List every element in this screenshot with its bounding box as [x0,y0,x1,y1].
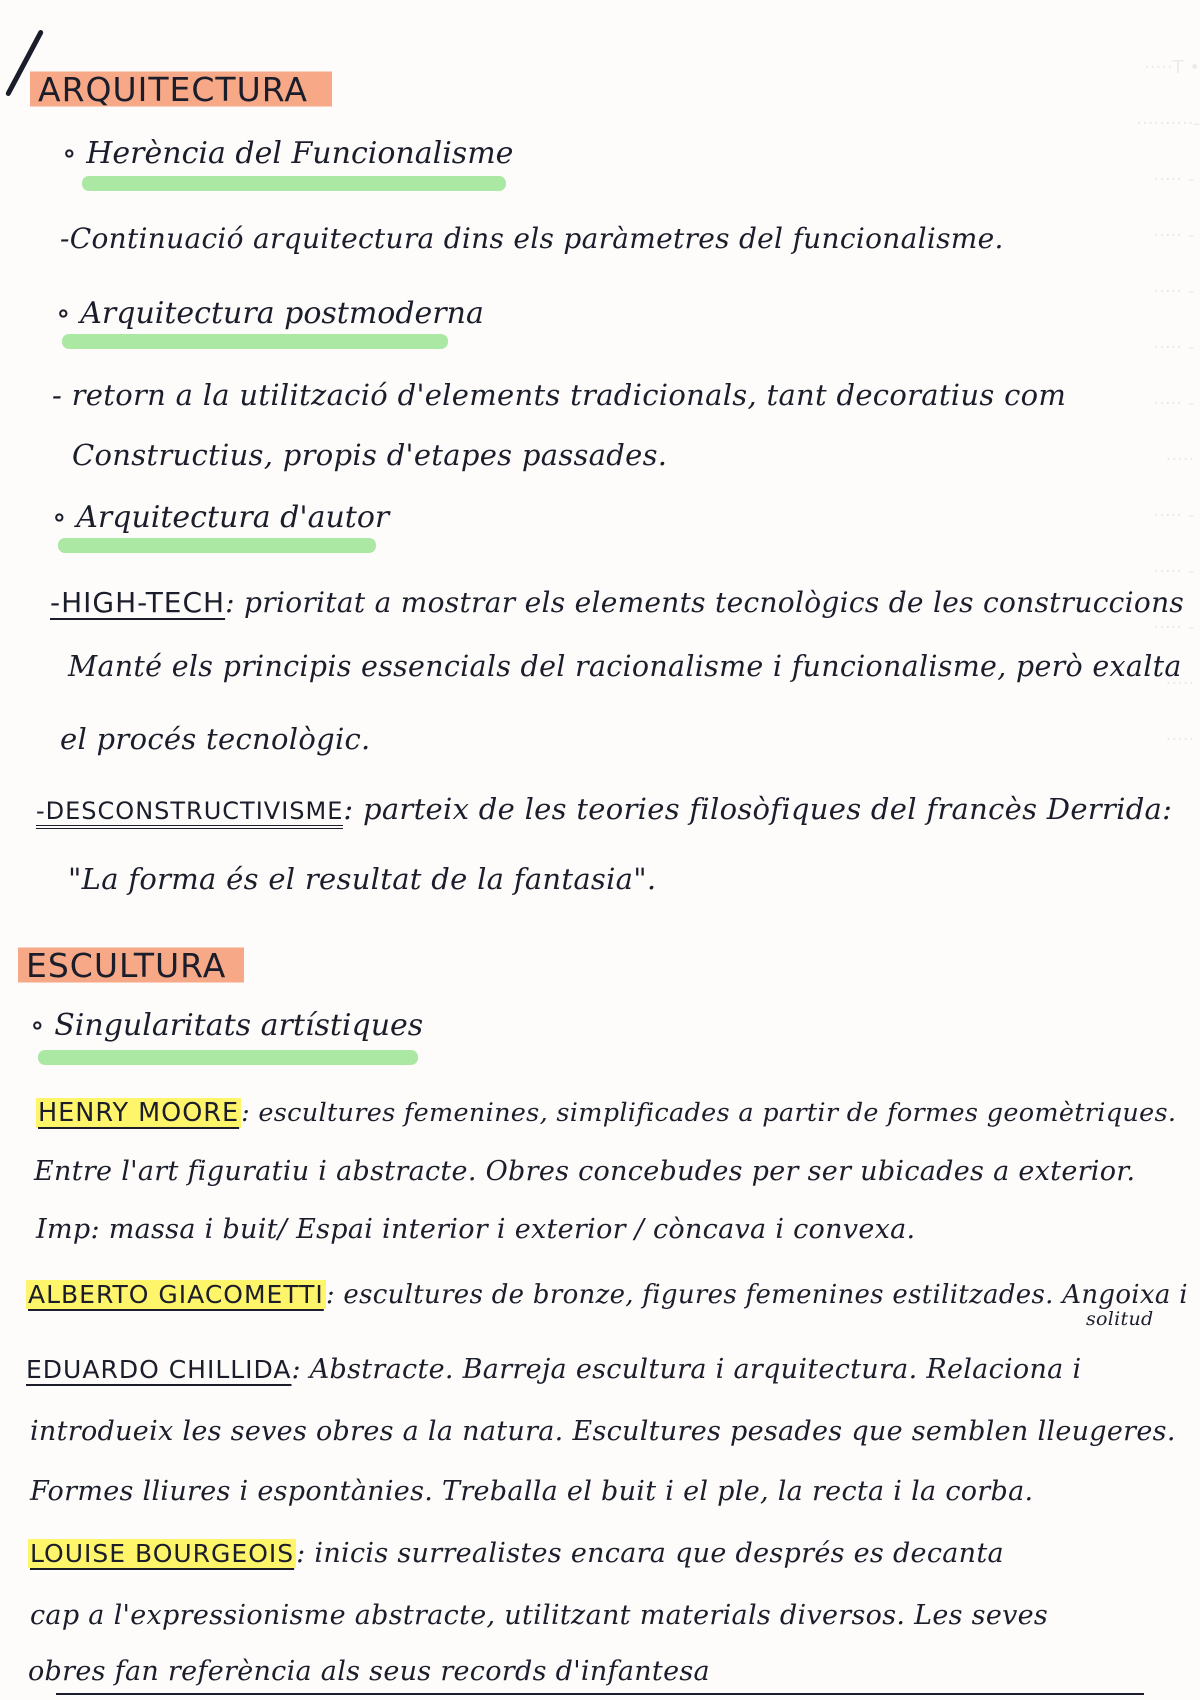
text-chillida-1 [26,1354,1081,1385]
term-desconstructivisme: -DESCONSTRUCTIVISME [36,797,343,829]
text-hightech-1-body: : prioritat a mostrar els elements tecnològics de les construccions [225,586,1185,619]
bullet-icon: ∘ [56,296,81,331]
text-hightech-1 [50,586,1184,619]
subheading-funcionalisme [62,136,513,171]
text-chillida-1-body: : Abstracte. Barreja escultura i arquitectura. Relaciona i [291,1354,1082,1385]
text-hightech-2: Manté els principis essencials del racionalisme i funcionalisme, però exalta [68,650,1182,683]
subheading-singularitats-text: Singularitats artístiques [54,1008,424,1043]
text-bourgeois-1-body: : inicis surrealistes encara que després es decanta [296,1538,1004,1569]
text-bourgeois-3: obres fan referència als seus records d'infantesa [28,1656,710,1687]
bullet-icon: ∘ [52,500,77,535]
text-moore-1 [36,1098,1176,1128]
subheading-postmoderna [56,296,484,331]
artist-name-moore: HENRY MOORE [38,1098,240,1128]
text-desconstructivisme-1 [36,792,1172,826]
text-desconstructivisme-quote: "La forma és el resultat de la fantasia". [68,862,657,896]
section-title-escultura: ESCULTURA [18,944,244,987]
highlight-singularitats [38,1050,418,1065]
subheading-singularitats [30,1008,423,1043]
text-funcionalisme: -Continuació arquitectura dins els paràmetres del funcionalisme. [60,222,1004,255]
subheading-autor-text: Arquitectura d'autor [76,500,390,535]
text-moore-2: Entre l'art figuratiu i abstracte. Obres concebudes per ser ubicades a exterior. [34,1156,1136,1187]
subheading-autor [52,500,389,535]
text-bourgeois-2: cap a l'expressionisme abstracte, utilitzant materials diversos. Les seves [30,1600,1049,1631]
bullet-icon: ∘ [62,136,87,171]
bullet-icon: ∘ [30,1008,55,1043]
subheading-funcionalisme-text: Herència del Funcionalisme [86,136,514,171]
highlight-funcionalisme [82,176,506,191]
term-hightech: -HIGH-TECH [50,586,226,619]
text-chillida-3: Formes lliures i espontànies. Treballa el buit i el ple, la recta i la corba. [30,1476,1034,1507]
text-moore-1-body: : escultures femenines, simplificades a partir de formes geomètriques. [241,1098,1177,1128]
artist-name-bourgeois: LOUISE BOURGEOIS [30,1539,295,1568]
page-bottom-rule [56,1693,1144,1695]
text-chillida-2: introdueix les seves obres a la natura. Escultures pesades que semblen lleugeres. [30,1416,1176,1447]
artist-name-giacometti: ALBERTO GIACOMETTI [28,1280,324,1309]
highlight-postmoderna [62,334,448,349]
text-giacometti-solitud: solitud [1086,1308,1154,1330]
text-moore-3: Imp: massa i buit/ Espai interior i exterior / còncava i convexa. [36,1214,916,1245]
text-giacometti-1 [26,1280,1188,1310]
highlight-autor [58,538,376,553]
text-desconstructivisme-body: : parteix de les teories filosòfiques del francès Derrida: [343,792,1173,826]
back-page-bleed: • T····· -·········· - ····· - ····· - ····· - ····· - ····· ····· - ····· - ····· - ····· ····· ····· [1136,57,1200,750]
text-postmoderna-1: - retorn a la utilització d'elements tradicionals, tant decoratius com [52,378,1067,412]
subheading-postmoderna-text: Arquitectura postmoderna [80,296,484,331]
text-postmoderna-2: Constructius, propis d'etapes passades. [72,438,668,472]
text-bourgeois-1 [28,1538,1004,1569]
section-title-arquitectura: ARQUITECTURA [30,68,332,111]
text-hightech-3: el procés tecnològic. [60,722,371,756]
text-giacometti-1-body: : escultures de bronze, figures femenines estilitzades. Angoixa i [325,1280,1188,1310]
artist-name-chillida: EDUARDO CHILLIDA [26,1355,292,1384]
